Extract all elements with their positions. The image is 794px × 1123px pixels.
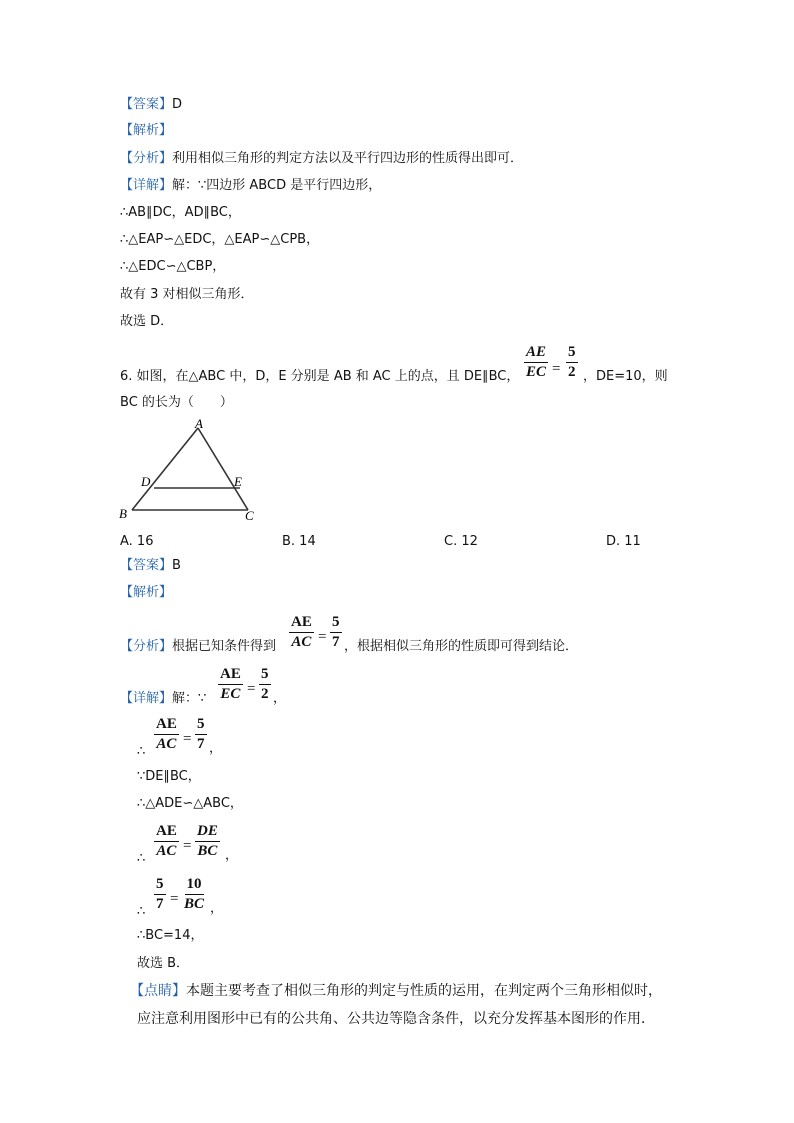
step1-fraction-right [195,716,207,753]
fraction-numerator: 5 [259,666,271,685]
fraction-denominator: 2 [568,364,576,380]
q6-step6: ∴BC=14， [137,928,204,943]
fenxi-post: ，根据相似三角形的性质即可得到结论． [344,639,579,654]
step5-fraction [154,876,166,913]
q6-step2: ∵DE∥BC， [137,769,201,784]
q5-line2: ∴AB∥DC，AD∥BC， [120,205,241,220]
equals-sign: = [318,629,327,645]
stem-fraction-right [566,344,578,381]
label-d: D [141,474,151,489]
side-ab [132,428,198,510]
q5-line5: 故有 3 对相似三角形． [120,287,254,302]
answer-tag: 【答案】 [120,97,173,112]
detail-tag: 【详解】 [120,691,173,706]
q6-stem-part1: 6. 如图，在△ABC 中，D，E 分别是 AB 和 AC 上的点，且 DE∥BC， [120,369,520,384]
fraction-denominator: AC [291,634,312,650]
equals-sign: = [552,361,561,377]
answer-tag: 【答案】 [120,558,173,573]
fenxi-tag: 【分析】 [120,151,173,166]
fenxi-text: 利用相似三角形的判定方法以及平行四边形的性质得出即可． [172,151,524,166]
answer-value: D [172,97,183,112]
comma: ， [225,848,239,863]
option-b: B. 14 [282,534,316,549]
stem-fraction [524,344,548,381]
q6-answer [120,557,181,575]
detail-fraction [218,666,243,703]
fenxi-tag: 【分析】 [120,639,173,654]
q6-detail [120,690,206,708]
q6-dianjing [130,982,662,1000]
fraction-numerator: 5 [195,716,207,735]
detail-fraction-right [259,666,271,703]
step1-fraction [154,716,179,753]
step5-fraction-right [182,876,206,913]
detail-tag: 【详解】 [120,178,173,193]
q5-fenxi [120,150,523,168]
triangle-figure [116,418,258,524]
therefore-symbol: ∴ [137,744,146,759]
fraction-denominator: BC [184,896,205,912]
equals-sign: = [183,731,192,747]
label-e: E [234,474,242,489]
fraction-numerator: 5 [566,344,578,363]
step4-fraction [154,823,179,860]
q5-detail [120,177,381,195]
fraction-numerator: AE [154,716,179,735]
fraction-numerator: AE [218,666,243,685]
detail-line: 解：∵四边形 ABCD 是平行四边形， [172,178,382,193]
detail-pre: 解：∵ [172,691,207,706]
q5-answer [120,96,182,114]
equals-sign: = [170,891,179,907]
fraction-numerator: AE [154,823,179,842]
step4-fraction-right [195,823,220,860]
dianjing-tag: 【点睛】 [130,983,186,999]
dianjing-line2: 应注意利用图形中已有的公共角、公共边等隐含条件，以充分发挥基本图形的作用． [137,1011,655,1027]
fenxi-pre: 根据已知条件得到 [172,639,277,654]
fraction-denominator: AC [156,843,177,859]
fraction-numerator: DE [195,823,220,842]
analysis-tag: 【解析】 [120,585,173,600]
q6-step7: 故选 B． [137,956,190,971]
answer-value: B [172,558,181,573]
fraction-denominator: 7 [156,896,164,912]
comma: ， [210,901,224,916]
q6-stem-line2: BC 的长为（ ） [120,395,233,410]
analysis-tag: 【解析】 [120,123,173,138]
fraction-numerator: 5 [330,614,342,633]
fraction-numerator: AE [289,614,314,633]
q5-line6: 故选 D． [120,314,174,329]
q6-stem-part2: ，DE=10，则 [583,369,668,384]
equals-sign: = [247,681,256,697]
fraction-denominator: EC [526,364,547,380]
fraction-denominator: 2 [261,686,269,702]
therefore-symbol: ∴ [137,904,146,919]
fraction-denominator: AC [156,736,177,752]
comma: ， [273,691,287,706]
fraction-denominator: 7 [332,634,340,650]
label-b: B [119,506,127,521]
comma: ， [209,741,223,756]
fraction-numerator: 5 [154,876,166,895]
q5-line3: ∴△EAP∽△EDC，△EAP∽△CPB， [120,232,320,247]
label-a: A [195,418,203,431]
fraction-denominator: EC [220,686,241,702]
option-d: D. 11 [606,534,641,549]
option-a: A. 16 [120,534,154,549]
q6-step3: ∴△ADE∽△ABC， [137,796,243,811]
q5-line4: ∴△EDC∽△CBP， [120,259,226,274]
fraction-numerator: AE [524,344,548,363]
fenxi-fraction-right [330,614,342,651]
fraction-numerator: 10 [185,876,204,895]
side-ac [198,428,248,510]
fraction-denominator: BC [197,843,218,859]
fenxi-fraction [289,614,314,651]
therefore-symbol: ∴ [137,851,146,866]
option-c: C. 12 [444,534,478,549]
label-c: C [245,508,254,523]
dianjing-line1: 本题主要考查了相似三角形的判定与性质的运用，在判定两个三角形相似时， [186,983,662,999]
equals-sign: = [183,838,192,854]
q6-fenxi [120,638,276,656]
fraction-denominator: 7 [197,736,205,752]
